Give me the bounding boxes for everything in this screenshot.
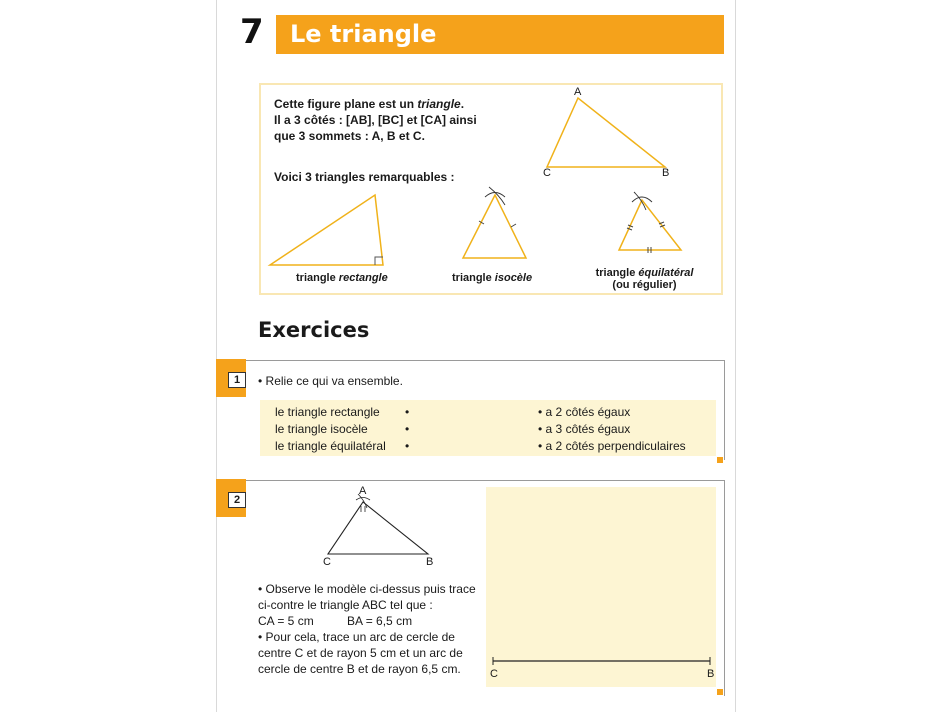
exercise-2-corner-mark — [717, 689, 723, 695]
title-bar — [276, 15, 724, 54]
main-vertex-c: C — [543, 167, 551, 179]
model-vertex-c: C — [323, 556, 331, 568]
main-triangle-figure — [540, 90, 680, 180]
caption-equilateral — [592, 267, 697, 291]
ex2-line-5: centre C et de rayon 5 cm et un arc de — [258, 646, 463, 660]
right-item-3-text: a 2 côtés perpendiculaires — [545, 439, 686, 453]
caption-isosceles — [452, 272, 532, 284]
intro-italic-word: triangle — [417, 97, 461, 111]
right-triangle — [270, 195, 383, 265]
left-dot-1[interactable]: • — [405, 405, 410, 419]
segment-label-b: B — [707, 668, 715, 680]
lesson-number: 7 — [240, 12, 264, 52]
exercises-heading: Exercices — [258, 318, 370, 342]
ex2-line-4: • Pour cela, trace un arc de cercle de — [258, 630, 455, 644]
right-dot-2[interactable]: • — [538, 422, 543, 436]
left-item-3 — [275, 438, 410, 455]
caption-isosceles-prefix: triangle — [452, 272, 495, 284]
intro-text — [274, 96, 494, 144]
exercise-1-number: 1 — [228, 372, 246, 388]
left-dot-2[interactable]: • — [405, 422, 410, 436]
caption-equilateral-suffix: (ou régulier) — [612, 279, 677, 291]
equilateral-arc-2 — [634, 192, 646, 210]
intro-line-1 — [274, 96, 494, 112]
exercise-2-number: 2 — [228, 492, 246, 508]
equilateral-triangle-figure — [610, 190, 690, 260]
isosceles-triangle — [463, 195, 526, 258]
left-item-1 — [275, 404, 410, 421]
right-item-2-text: a 3 côtés égaux — [545, 422, 631, 436]
main-vertex-a: A — [574, 86, 582, 98]
left-item-1-text: le triangle rectangle — [275, 405, 380, 419]
right-dot-3[interactable]: • — [538, 439, 543, 453]
segment-cb-figure — [490, 655, 715, 667]
model-triangle — [328, 502, 428, 554]
ex2-line-3: CA = 5 cm BA = 6,5 cm — [258, 614, 413, 628]
right-triangle-figure — [265, 192, 390, 272]
caption-equilateral-prefix: triangle — [595, 267, 639, 279]
exercise-1-corner-mark — [717, 457, 723, 463]
right-item-1-text: a 2 côtés égaux — [545, 405, 631, 419]
right-item-2 — [538, 421, 686, 438]
exercise-1-instruction: • Relie ce qui va ensemble. — [258, 374, 403, 388]
main-vertex-b: B — [662, 167, 670, 179]
isosceles-triangle-figure — [455, 183, 535, 263]
equilateral-ticks — [627, 222, 665, 253]
right-dot-1[interactable]: • — [538, 405, 543, 419]
model-vertex-a: A — [359, 485, 367, 497]
segment-label-c: C — [490, 668, 498, 680]
caption-equilateral-kind: équilatéral — [638, 267, 694, 279]
matching-left-column — [275, 404, 410, 455]
intro-line-3: que 3 sommets : A, B et C. — [274, 129, 425, 143]
model-triangle-figure — [320, 490, 440, 570]
model-vertex-b: B — [426, 556, 434, 568]
left-item-3-text: le triangle équilatéral — [275, 439, 386, 453]
remarkable-label: Voici 3 triangles remarquables : — [274, 170, 455, 184]
ex2-line-2: ci-contre le triangle ABC tel que : — [258, 598, 433, 612]
exercise-2-text — [258, 581, 488, 677]
main-triangle — [547, 98, 665, 167]
matching-right-column — [538, 404, 686, 455]
caption-isosceles-kind: isocèle — [494, 272, 533, 284]
intro-line-2: Il a 3 côtés : [AB], [BC] et [CA] ainsi — [274, 113, 477, 127]
caption-rectangle-kind: rectangle — [338, 272, 388, 284]
ex2-line-6: cercle de centre B et de rayon 6,5 cm. — [258, 662, 461, 676]
caption-rectangle — [296, 272, 388, 284]
isosceles-tick-right — [511, 224, 516, 227]
page-title: Le triangle — [290, 20, 437, 48]
left-item-2-text: le triangle isocèle — [275, 422, 368, 436]
right-item-3 — [538, 438, 686, 455]
right-item-1 — [538, 404, 686, 421]
left-dot-3[interactable]: • — [405, 439, 410, 453]
left-item-2 — [275, 421, 410, 438]
intro-line-1-text: Cette figure plane est un triangle. — [274, 97, 465, 111]
ex2-line-1: • Observe le modèle ci-dessus puis trace — [258, 582, 476, 596]
caption-rectangle-prefix: triangle — [296, 272, 339, 284]
